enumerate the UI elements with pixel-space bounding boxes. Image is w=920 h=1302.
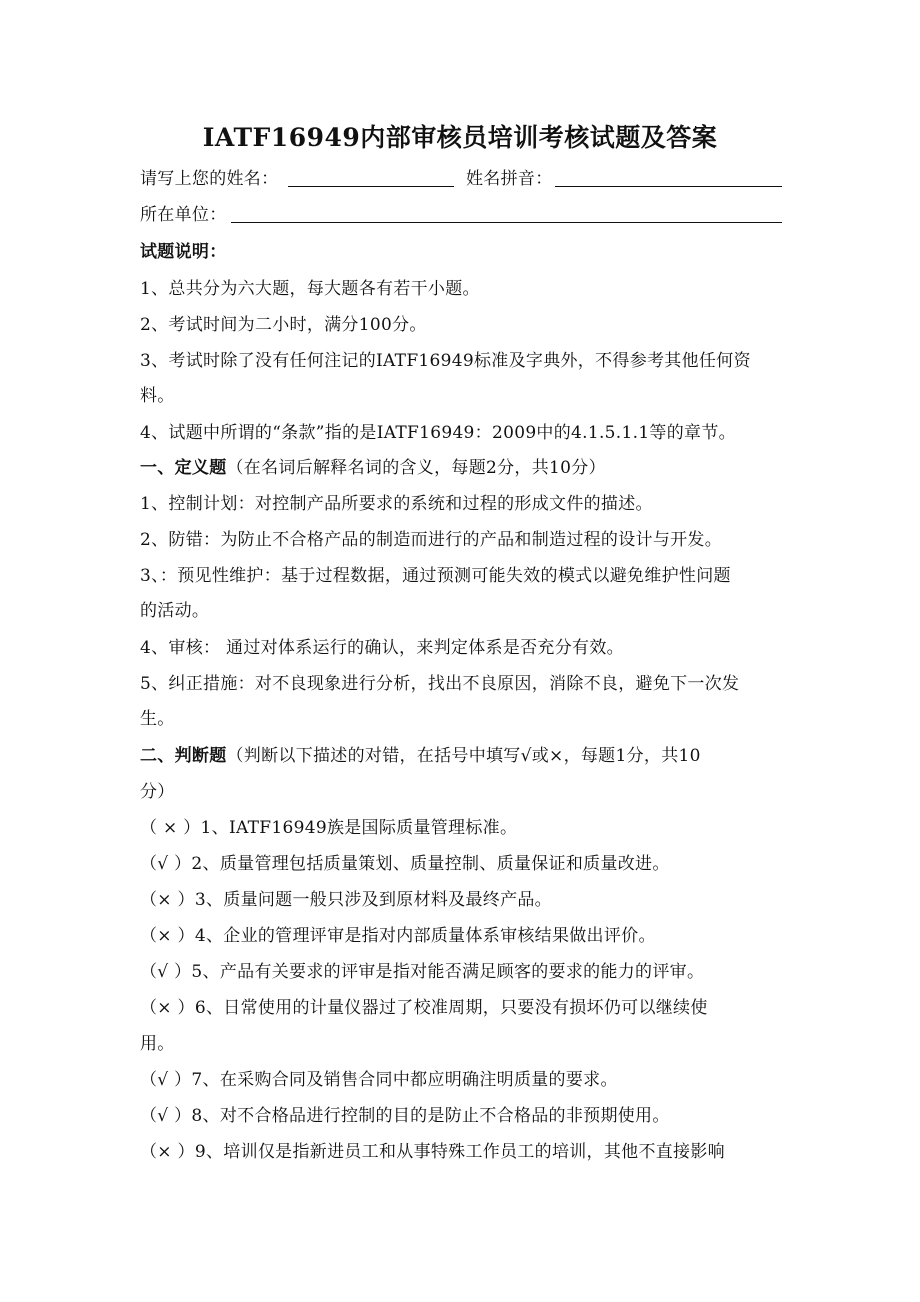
- section2-header: [140, 743, 701, 769]
- definition-item: 3、：预见性维护：基于过程数据，通过预测可能失效的模式以避免维护性问题: [140, 566, 731, 586]
- definition-item: 5、纠正措施：对不良现象进行分析，找出不良原因，消除不良，避免下一次发: [140, 674, 740, 694]
- unit-label: 所在单位：: [140, 205, 227, 225]
- unit-field[interactable]: [231, 222, 782, 223]
- judgement-item: （× ）6、日常使用的计量仪器过了校准周期，只要没有损坏仍可以继续使: [140, 998, 708, 1018]
- instruction-item: 3、考试时除了没有任何注记的IATF16949标准及字典外，不得参考其他任何资: [140, 351, 751, 371]
- section2-note: （判断以下描述的对错，在括号中填写√或×，每题1分，共10: [226, 746, 701, 766]
- definition-item: 2、防错：为防止不合格产品的制造而进行的产品和制造过程的设计与开发。: [140, 530, 723, 550]
- judgement-item: （√ ）5、产品有关要求的评审是指对能否满足顾客的要求的能力的评审。: [140, 962, 705, 982]
- judgement-item: （× ）4、企业的管理评审是指对内部质量体系审核结果做出评价。: [140, 926, 656, 946]
- section2-heading: 二、判断题: [140, 746, 227, 766]
- section1-heading: 一、定义题: [140, 458, 227, 478]
- section1-header: [140, 455, 606, 481]
- name-field[interactable]: [288, 186, 454, 187]
- judgement-item: （√ ）2、质量管理包括质量策划、质量控制、质量保证和质量改进。: [140, 854, 670, 874]
- judgement-item: （× ）9、培训仅是指新进员工和从事特殊工作员工的培训，其他不直接影响: [140, 1142, 725, 1162]
- instruction-item: 1、总共分为六大题，每大题各有若干小题。: [140, 279, 480, 299]
- judgement-item: （√ ）8、对不合格品进行控制的目的是防止不合格品的非预期使用。: [140, 1106, 670, 1126]
- instruction-item: 料。: [140, 386, 175, 406]
- definition-item: 的活动。: [140, 601, 210, 621]
- definition-item: 1、控制计划：对控制产品所要求的系统和过程的形成文件的描述。: [140, 494, 653, 514]
- judgement-item: 用。: [140, 1034, 175, 1054]
- definition-item: 4、审核： 通过对体系运行的确认，来判定体系是否充分有效。: [140, 638, 624, 658]
- section1-note: （在名词后解释名词的含义，每题2分，共10分）: [226, 458, 606, 478]
- pinyin-label: 姓名拼音：: [466, 169, 553, 189]
- document-title: IATF16949内部审核员培训考核试题及答案: [202, 123, 718, 152]
- judgement-item: （√ ）7、在采购合同及销售合同中都应明确注明质量的要求。: [140, 1070, 618, 1090]
- instruction-item: 2、考试时间为二小时，满分100分。: [140, 315, 427, 335]
- judgement-item: （× ）3、质量问题一般只涉及到原材料及最终产品。: [140, 890, 552, 910]
- name-label: 请写上您的姓名：: [140, 169, 279, 189]
- section2-note-cont: 分）: [140, 782, 175, 802]
- instruction-item: 4、试题中所谓的“条款”指的是IATF16949：2009中的4.1.5.1.1等的章节。: [140, 423, 736, 443]
- judgement-item: （ × ）1、IATF16949族是国际质量管理标准。: [140, 818, 518, 838]
- pinyin-field[interactable]: [555, 186, 782, 187]
- definition-item: 生。: [140, 709, 175, 729]
- instructions-heading: 试题说明：: [140, 242, 227, 262]
